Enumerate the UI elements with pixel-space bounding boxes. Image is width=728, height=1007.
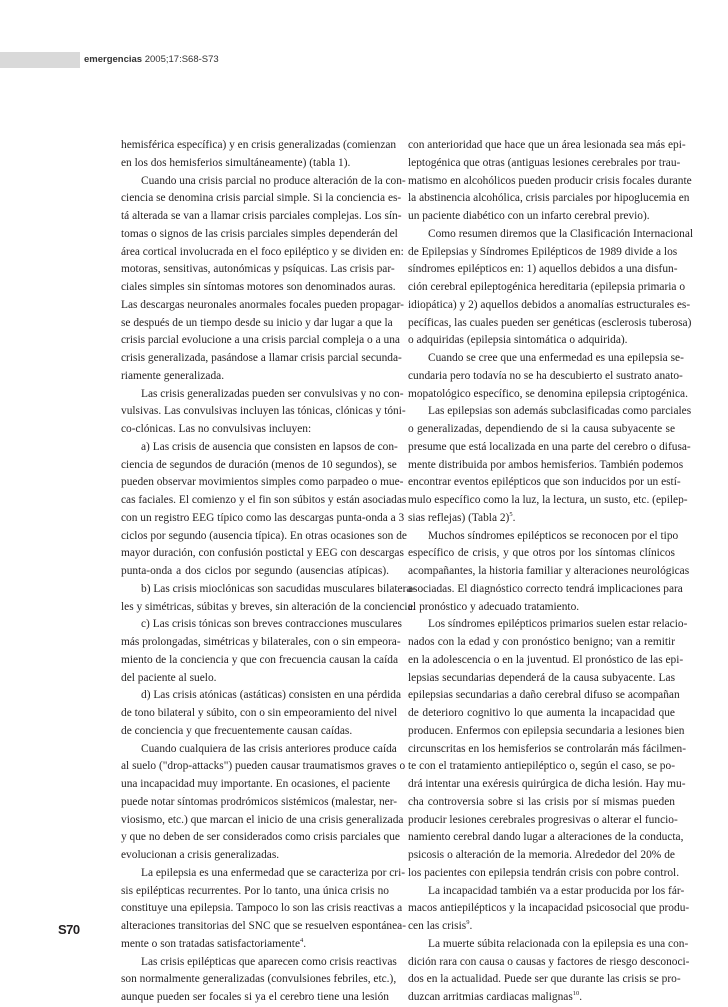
text-line	[408, 439, 691, 457]
reference-superscript: 5	[509, 510, 513, 518]
text-line	[408, 563, 690, 581]
text-line	[121, 634, 401, 652]
line-text: Cuando una crisis parcial no produce alteración de la con-	[141, 174, 406, 187]
line-text: c) Las crisis tónicas son breves contracciones musculares	[141, 618, 402, 631]
line-text: motoras, sensitivas, autonómicas y psíquicas. Las crisis par-	[121, 263, 395, 276]
line-text: ciclos por segundo (ausencia típica). En otras ocasiones son de	[121, 529, 407, 542]
page-number: S70	[58, 922, 80, 937]
text-line	[408, 368, 683, 386]
line-suffix: .	[579, 991, 583, 1003]
text-line	[408, 723, 685, 741]
text-line	[408, 652, 684, 670]
line-text: Los síndromes epilépticos primarios suelen estar relacio-	[428, 618, 688, 631]
text-line	[408, 332, 675, 350]
line-text: mopatológico específico, se denomina epilepsia criptogénica.	[408, 387, 688, 400]
text-line	[408, 829, 684, 847]
text-line	[121, 244, 404, 262]
line-text: alteraciones transitorias del SNC que se resuelven espontánea-	[121, 920, 406, 932]
text-line	[121, 723, 389, 741]
text-line	[408, 297, 691, 315]
text-line	[121, 332, 400, 350]
line-text: se después de un tiempo desde su inicio y dar lugar a que la	[121, 316, 393, 329]
text-line	[121, 457, 397, 475]
line-text: drá intentar una exéresis quirúrgica de dicha lesión. Hay mu-	[408, 778, 686, 790]
text-line	[408, 634, 675, 652]
line-text: mayor duración, con confusión postictal y EEG con descargas	[121, 547, 404, 560]
line-text: Muchos síndromes epilépticos se reconocen por el tipo	[428, 529, 679, 542]
left-column	[121, 137, 416, 1007]
line-text: de deterioro cognitivo lo que aumenta la incapacidad que	[408, 707, 675, 719]
line-text: son normalmente generalizadas (convulsiones febriles, etc.),	[121, 973, 397, 986]
line-text: ciencia de segundos de duración (menos de 10 segundos), se	[121, 458, 397, 471]
reference-superscript: 10	[572, 990, 580, 998]
line-text: área cortical involucrada en el foco epiléptico y se dividen en:	[121, 245, 404, 258]
text-line	[408, 403, 692, 421]
text-line	[121, 279, 396, 297]
line-text: Cuando cualquiera de las crisis anteriores produce caída	[141, 742, 397, 755]
line-text: producen. Enfermos con epilepsia secundaria a lesiones bien	[408, 724, 685, 737]
line-text: vulsivas. Las convulsivas incluyen las tónicas, clónicas y tóni-	[121, 405, 406, 418]
text-line	[408, 528, 679, 546]
text-line	[121, 812, 404, 830]
line-text: con anterioridad que hace que un área lesionada sea más epi-	[408, 139, 686, 151]
line-text: el pronóstico y adecuado tratamiento.	[408, 600, 580, 613]
text-line	[408, 971, 681, 989]
line-text: en los dos hemisferios simultáneamente) (tabla 1).	[121, 156, 351, 169]
text-line	[408, 883, 685, 901]
text-line	[121, 563, 389, 581]
text-line	[408, 581, 683, 599]
line-text: evolucionan a crisis generalizadas.	[121, 849, 280, 861]
line-text: nados con la edad y con pronóstico benigno; van a remitir	[408, 636, 675, 648]
line-text: les y simétricas, súbitas y breves, sin alteración de la conciencia.	[121, 600, 416, 613]
line-text: Las crisis epilépticas que aparecen como crisis reactivas	[141, 955, 397, 968]
line-text: constituye una epilepsia. Tampoco lo son las crisis reactivas a	[121, 902, 403, 915]
text-line	[121, 741, 397, 759]
line-text: Como resumen diremos que la Clasificación Internacional	[428, 227, 694, 240]
text-line	[121, 670, 389, 688]
text-line	[408, 545, 675, 563]
line-text: un paciente diabético con un infarto cerebral previo).	[408, 210, 650, 222]
line-text: ciencia se denomina crisis parcial simple. Si la conciencia es-	[121, 192, 402, 205]
line-text: riamente generalizada.	[121, 369, 225, 382]
text-line	[408, 847, 675, 865]
line-text: específico de crisis, y que otros por los síntomas clínicos	[408, 547, 675, 560]
text-line	[121, 155, 389, 173]
line-text: mente distribuida por ambos hemisferios. También podemos	[408, 458, 684, 471]
line-text: b) Las crisis mioclónicas son sacudidas musculares bilatera-	[141, 582, 416, 595]
line-text: con un registro EEG típico como las descargas punta-onda a 3	[121, 511, 405, 524]
text-line	[121, 776, 389, 794]
text-line	[121, 474, 404, 492]
line-text: los pacientes con epilepsia tendrán crisis con pobre control.	[408, 866, 680, 879]
line-text: macos antiepilépticos y la incapacidad psicosocial que produ-	[408, 902, 690, 915]
text-line	[408, 918, 675, 936]
reference-superscript: 9	[466, 919, 470, 927]
text-line	[121, 208, 402, 226]
text-line	[408, 616, 688, 634]
text-line	[408, 510, 675, 528]
right-column	[408, 137, 694, 1007]
text-line	[121, 190, 402, 208]
text-line	[121, 829, 400, 847]
line-text: La epilepsia es una enfermedad que se caracteriza por cri-	[141, 866, 406, 879]
line-text: crisis generalizada, pasándose a llamar crisis parcial secunda-	[121, 352, 402, 364]
text-line	[121, 386, 404, 404]
line-text: cas faciales. El comienzo y el fin son súbitos y están asociadas	[121, 494, 407, 506]
text-line	[121, 261, 395, 279]
line-suffix: .	[469, 920, 473, 932]
line-text: sias reflejas) (Tabla 2)	[408, 511, 510, 524]
text-line	[121, 510, 405, 528]
text-line	[121, 705, 398, 723]
text-line	[408, 776, 686, 794]
line-text: sis epilépticas recurrentes. Por lo tanto, una única crisis no	[121, 884, 389, 897]
text-line	[408, 226, 694, 244]
line-text: en la adolescencia o en la juventud. El pronóstico de las epi-	[408, 653, 684, 666]
text-line	[408, 936, 689, 954]
line-text: namiento cerebral dando lugar a alteraciones de la conducta,	[408, 831, 684, 844]
text-line	[121, 315, 393, 333]
line-text: cha controversia sobre si las crisis por sí mismas pueden	[408, 795, 675, 808]
text-line	[121, 900, 403, 918]
line-text: matismo en alcohólicos pueden producir crisis focales durante	[408, 174, 692, 187]
line-text: te con el tratamiento antiepiléptico o, según el caso, se po-	[408, 760, 675, 773]
line-text: o generalizadas, dependiendo de si la causa subyacente se	[408, 423, 675, 435]
text-line	[121, 421, 389, 439]
text-line	[121, 226, 398, 244]
text-line	[408, 794, 675, 812]
line-text: pueden observar movimientos simples como parpadeo o mue-	[121, 476, 404, 489]
text-line	[408, 137, 686, 155]
text-line	[121, 581, 416, 599]
line-text: crisis parcial evolucione a una crisis parcial compleja o a una	[121, 334, 400, 347]
line-text: co-clónicas. Las no convulsivas incluyen:	[121, 423, 312, 435]
text-line	[121, 297, 404, 315]
line-text: circunscritas en los hemisferios se controlarán más fácilmen-	[408, 742, 687, 755]
line-text: acompañantes, la historia familiar y alteraciones neurológicas	[408, 565, 690, 577]
text-line	[121, 137, 397, 155]
line-text: de conciencia y que frecuentemente causan caídas.	[121, 724, 353, 737]
line-text: lepsias secundarias dependerá de la causa subyacente. Las	[408, 671, 675, 684]
line-text: síndromes epilépticos en: 1) aquellos debidos a una disfun-	[408, 263, 678, 276]
text-line	[121, 865, 406, 883]
line-text: dos en la actualidad. Puede ser que durante las crisis se pro-	[408, 973, 681, 986]
text-line	[121, 545, 404, 563]
line-text: miento de la conciencia y que con frecuencia causan la caída	[121, 653, 399, 666]
text-line	[408, 350, 684, 368]
line-text: dición rara con causa o causas y factores de riesgo desconoci-	[408, 955, 690, 968]
line-suffix: .	[512, 511, 516, 524]
text-line	[408, 155, 681, 173]
running-header	[84, 52, 219, 68]
text-line	[408, 386, 688, 404]
text-line	[121, 883, 389, 901]
line-text: una incapacidad muy importante. En ocasiones, el paciente	[121, 778, 391, 790]
line-text: epilepsias secundarias a daño cerebral difuso se acompañan	[408, 689, 680, 702]
line-text: pecíficas, las cuales pueden ser genéticas (esclerosis tuberosa)	[408, 316, 692, 329]
text-line	[121, 368, 389, 386]
text-line	[121, 403, 406, 421]
text-line	[121, 616, 402, 634]
line-text: viosismo, etc.) que marcan el inicio de una crisis generalizada	[121, 813, 404, 826]
text-line	[408, 954, 690, 972]
line-text: tá alterada se van a llamar crisis parciales complejas. Los sín-	[121, 210, 402, 222]
text-line	[121, 439, 398, 457]
text-line	[121, 936, 389, 954]
text-line	[408, 989, 675, 1007]
line-text: o adquiridas (epilepsia sintomática o adquirida).	[408, 334, 628, 347]
text-line	[408, 474, 681, 492]
text-line	[408, 457, 684, 475]
text-line	[121, 794, 398, 812]
text-line	[408, 812, 678, 830]
line-text: ción cerebral epileptogénica hereditaria (epilepsia primaria o	[408, 281, 686, 293]
line-text: presume que está localizada en una parte del cerebro o difusa-	[408, 440, 691, 453]
line-text: del paciente al suelo.	[121, 671, 217, 684]
text-line	[408, 279, 686, 297]
text-line	[121, 652, 399, 670]
line-text: puede notar síntomas prodrómicos sistémicos (malestar, ner-	[121, 795, 398, 808]
line-suffix: .	[303, 937, 307, 950]
journal-name: emergencias	[84, 54, 143, 65]
line-text: duzcan arritmias cardiacas malignas	[408, 991, 573, 1003]
line-text: mulo específico como la luz, la lectura, un susto, etc. (epilep-	[408, 494, 688, 506]
line-text: Las crisis generalizadas pueden ser convulsivas y no con-	[141, 387, 404, 400]
line-text: producir lesiones cerebrales progresivas o alterar el funcio-	[408, 813, 678, 826]
text-line	[408, 421, 675, 439]
text-line	[408, 190, 690, 208]
line-text: Cuando se cree que una enfermedad es una epilepsia se-	[428, 352, 684, 364]
line-text: aunque pueden ser focales si ya el cerebro tiene una lesión	[121, 991, 389, 1003]
line-text: hemisférica específica) y en crisis generalizadas (comienzan	[121, 139, 397, 151]
reference-superscript: 4	[300, 936, 304, 944]
line-text: cundaria pero todavía no se ha descubierto el sustrato anato-	[408, 369, 683, 382]
line-text: d) Las crisis atónicas (astáticas) consisten en una pérdida	[141, 689, 401, 702]
text-line	[121, 350, 402, 368]
line-text: leptogénica que otras (antiguas lesiones cerebrales por trau-	[408, 156, 681, 169]
text-line	[121, 599, 416, 617]
line-text: punta-onda a dos ciclos por segundo (ausencias atípicas).	[121, 565, 389, 577]
line-text: idiopática) y 2) aquellos debidos a anomalías estructurales es-	[408, 298, 691, 311]
text-line	[408, 261, 678, 279]
text-line	[121, 971, 397, 989]
text-line	[408, 687, 680, 705]
line-text: a) Las crisis de ausencia que consisten en lapsos de con-	[141, 440, 398, 453]
text-line	[121, 492, 407, 510]
text-line	[121, 918, 406, 936]
text-line	[408, 599, 675, 617]
line-text: Las epilepsias son además subclasificadas como parciales	[428, 405, 692, 418]
line-text: cen las crisis	[408, 920, 467, 932]
text-line	[408, 244, 678, 262]
line-text: tomas o signos de las crisis parciales simples dependerán del	[121, 227, 398, 240]
text-line	[408, 670, 675, 688]
text-line	[408, 705, 675, 723]
text-line	[408, 315, 692, 333]
line-text: más prolongadas, simétricas y bilaterales, con o sin empeora-	[121, 636, 401, 648]
text-line	[408, 900, 690, 918]
text-line	[121, 847, 389, 865]
text-line	[408, 741, 687, 759]
line-text: al suelo ("drop-attacks") pueden causar traumatismos graves o	[121, 760, 406, 773]
journal-citation: 2005;17:S68-S73	[144, 54, 219, 65]
line-text: mente o son tratadas satisfactoriamente	[121, 937, 301, 950]
text-line	[408, 865, 680, 883]
line-text: La incapacidad también va a estar producida por los fár-	[428, 884, 685, 897]
text-line	[121, 687, 401, 705]
text-line	[408, 208, 675, 226]
line-text: ciales simples sin síntomas motores son denominados auras.	[121, 281, 396, 293]
line-text: de tono bilateral y súbito, con o sin empeoramiento del nivel	[121, 707, 398, 719]
text-line	[121, 173, 406, 191]
text-line	[121, 758, 406, 776]
line-text: la abstinencia alcohólica, crisis parciales por hipoglucemia en	[408, 192, 690, 205]
line-text: de Epilepsias y Síndromes Epilépticos de 1989 divide a los	[408, 245, 678, 258]
line-text: psicosis o alteración de la memoria. Alrededor del 20% de	[408, 849, 675, 861]
line-text: asociadas. El diagnóstico correcto tendrá implicaciones para	[408, 582, 683, 595]
text-line	[121, 989, 389, 1007]
text-line	[408, 173, 692, 191]
text-line	[408, 492, 688, 510]
text-line	[408, 758, 675, 776]
text-line	[121, 954, 397, 972]
text-line	[121, 528, 407, 546]
line-text: y que no deben de ser considerados como crisis parciales que	[121, 831, 400, 844]
line-text: encontrar eventos epilépticos que son inducidos por un estí-	[408, 476, 681, 489]
line-text: Las descargas neuronales anormales focales pueden propagar-	[121, 298, 404, 311]
line-text: La muerte súbita relacionada con la epilepsia es una con-	[428, 937, 689, 950]
